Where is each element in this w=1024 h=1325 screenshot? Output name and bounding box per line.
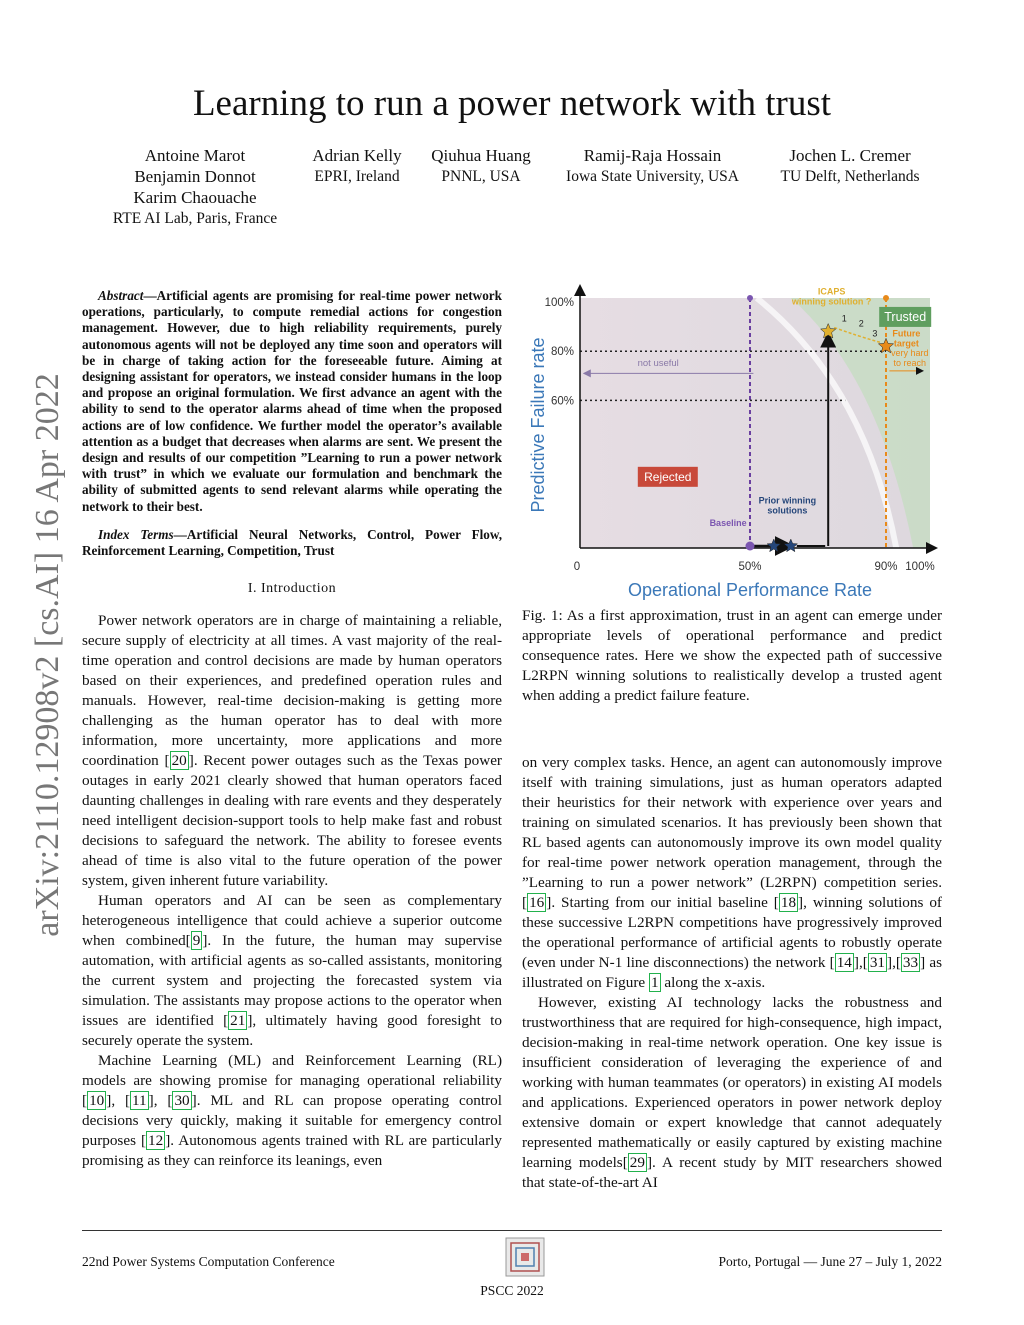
footer-divider <box>82 1230 942 1231</box>
author-name: Adrian Kelly <box>312 146 402 165</box>
x-axis-label: Operational Performance Rate <box>627 580 873 600</box>
paragraph: on very complex tasks. Hence, an agent can autonomously improve itself with training simulations, just as human operators adapted their heuristics for their network with experience over years and training on simulated scenarios. It has previously been shown that RL based agents can autonomously improve its own model quality for real-time power network operation management, through the ”Learning to run a power network” (L2RPN) competition series. [ 16 ]. Starting from our initial baseline [ 18 ], winning solutions of these successive L2RPN competitions have progressively improved the operational performance of artificial agents to robustly operate (even under N-1 line disconnections) the network [ 14 ],[ 31 ],[ 33 ] as illustrated on Figure 1 along the x-axis. <box>522 754 943 991</box>
annotation-very-hard: to reach <box>893 357 927 368</box>
path-step-label: 2 <box>858 318 864 329</box>
paragraph: However, existing AI technology lacks the robustness and trustworthiness that are required for high-consequence, high impact, decision-making in real-time network operation. One key issue is insufficient consideration of leveraging the experience of and working with human teammates (or operators) in existing AI models and applications. Experienced operators in power network deploy extensive domain or expert knowledge that cannot adequately represented mathematically or easily captured by existing machine learning models[ 29 ]. A recent study by MIT researchers showed that state-of-the-art AI <box>522 994 942 1191</box>
left-column <box>82 288 502 1171</box>
author-name: Jochen L. Cremer <box>789 146 911 165</box>
figure-caption: Fig. 1: As a first approximation, trust in an agent can emerge under appropriate levels of operational performance and predict consequence rates. Here we show the expected path of successive L2RPN winning solutions to realistically develop a trusted agent when adding a predict failure feature. <box>522 607 942 704</box>
paper-title: Learning to run a power network with trust <box>192 83 832 124</box>
author-affiliation: PNNL, USA <box>441 168 521 185</box>
annotation-prior-winning: solutions <box>767 505 808 516</box>
citation-link[interactable]: 16 <box>529 894 545 911</box>
trust-chart <box>522 280 947 610</box>
author-block-tudelft <box>760 145 940 187</box>
y-tick-label: 100% <box>544 297 574 309</box>
citation-link[interactable]: 20 <box>171 752 187 770</box>
footer-conference: 22nd Power Systems Computation Conference <box>82 1254 335 1269</box>
y-tick-label: 80% <box>550 346 574 359</box>
y-tick-label: 60% <box>550 395 574 408</box>
arxiv-stamp-text: arXiv:2110.12908v2 [cs.AI] 16 Apr 2022 <box>29 373 66 937</box>
index-terms-label: Index Terms <box>98 526 174 542</box>
citation-link[interactable]: 9 <box>192 932 201 950</box>
baseline-top-marker <box>747 295 753 301</box>
annotation-icaps: winning solution ? <box>791 296 872 307</box>
citation-link[interactable]: 11 <box>132 1092 147 1110</box>
paragraph: Human operators and AI can be seen as complementary heterogeneous intelligence that could achieve a superior outcome when combined[ 9 ]. In the future, the human may supervise automation, with artificial agents as so-called assistants, monitoring the current system and projecting the forecasted system via simulation. The assistants may propose actions to the operator when issues are identified [ 21 ], ultimately having good foresight to securely operate the system. <box>82 892 502 1050</box>
annotation-future-target: Future <box>892 328 921 339</box>
author-block-pnnl <box>420 145 542 187</box>
x-tick-label: 90% <box>874 561 898 573</box>
author-name: Benjamin Donnot <box>134 167 256 186</box>
citation-link[interactable]: 29 <box>629 1154 645 1171</box>
citation-link[interactable]: 10 <box>89 1092 105 1110</box>
annotation-not-useful: not useful <box>637 357 679 369</box>
citation-link[interactable]: 12 <box>148 1132 164 1150</box>
annotation-icaps: ICAPS <box>817 286 846 297</box>
paragraph: Machine Learning (ML) and Reinforcement Learning (RL) models are showing promise for managing operational reliability [ 10 ], [ 11 ], [ 30 ]. ML and RL can propose operating control decisions very quickly, making it suitable for emergency control purposes [ 12 ]. Autonomous agents trained with RL are particularly promising as they can reinforce its leanings, even <box>82 1052 502 1170</box>
section-heading-introduction: I. Introduction <box>247 581 337 597</box>
author-name: Antoine Marot <box>144 146 246 165</box>
x-tick-label: 50% <box>738 561 762 573</box>
author-affiliation: EPRI, Ireland <box>314 168 400 185</box>
pscc-logo-icon <box>505 1237 545 1277</box>
author-block-epri <box>297 145 417 187</box>
citation-link[interactable]: 33 <box>902 954 919 971</box>
author-block-iowa <box>550 145 755 187</box>
abstract-label: Abstract <box>98 288 144 303</box>
citation-link[interactable]: 30 <box>174 1092 190 1110</box>
index-terms: Index Terms—Artificial Neural Networks, Control, Power Flow, Reinforcement Learning, Competition, Trust <box>82 526 502 559</box>
author-name: Ramij-Raja Hossain <box>583 146 722 165</box>
target-top-marker <box>883 295 889 301</box>
baseline-point <box>746 542 755 551</box>
citation-link[interactable]: 18 <box>780 894 797 911</box>
figure-link[interactable]: 1 <box>650 974 659 991</box>
citation-link[interactable]: 31 <box>869 954 885 971</box>
y-axis-label: Predictive Failure rate <box>528 337 548 513</box>
annotation-prior-winning: Prior winning <box>758 495 817 506</box>
right-column <box>522 606 942 1193</box>
figure-1 <box>522 280 947 610</box>
author-block-rte <box>95 145 295 229</box>
x-tick-label: 0 <box>573 561 581 573</box>
abstract-text: Artificial agents are promising for real-time power network operations, particularly, to compute remedial actions for congestion management. However, due to high reliability requirements, purely autonomous agents will not be deployed any time soon and operators will be in charge of taking action for the foreseeable future. Aiming at designing assistant for operators, we instead consider humans in the loop and propose an original formulation. We first advance an agent with the ability to send to the operator alarms ahead of time when the proposed actions are of low confidence. We further model the operator’s available attention as a budget that decreases when alarms are sent. We present the design and results of our competition ”Learning to run a power network with trust” in which we evaluate our formulation and benchmark the ability of submitted agents to send relevant alarms while operating the network to their best. <box>82 288 502 514</box>
rejected-label: Rejected <box>644 469 692 484</box>
footer-pscc: PSCC 2022 <box>480 1283 544 1298</box>
author-affiliation: TU Delft, Netherlands <box>780 168 920 185</box>
path-step-label: 1 <box>841 313 847 324</box>
citation-link[interactable]: 14 <box>836 954 852 971</box>
paragraph: Power network operators are in charge of maintaining a reliable, secure supply of electricity at all times. A vast majority of the real-time operation and control decisions are made by human operators based on their experiences, and predefined operation rules and manuals. However, real-time decision-making is getting more challenging as the human operator has to deal with more information, more uncertainty, more applications and more coordination [ 20 ]. Recent power outages such as the Texas power outages in early 2021 clearly showed that human operators faced daunting challenges in dealing with rare events and they desperately need intelligent decision-support tools to help make fast and robust decisions to safeguard the network. The ability to foresee events ahead of time is also vital to the future operation of the power system, given inherent future variability. <box>82 612 502 890</box>
author-name: Karim Chaouache <box>133 188 257 207</box>
abstract: Abstract—Artificial agents are promising for real-time power network operations, particularly, to compute remedial actions for congestion management. However, due to high reliability requirements, purely autonomous agents will not be deployed any time soon and operators will be in charge of taking action for the foreseeable future. Aiming at designing assistant for operators, we instead consider humans in the loop and propose an original formulation. We first advance an agent with the ability to send to the operator alarms ahead of time when the proposed actions are of low confidence. We further model the operator’s available attention as a budget that decreases when alarms are sent. We present the design and results of our competition ”Learning to run a power network with trust” in which we evaluate our formulation and benchmark the ability of submitted agents to send relevant alarms while operating the network to their best. <box>82 288 502 514</box>
index-terms-text: Artificial Neural Networks, Control, Power Flow, Reinforcement Learning, Competition, Trust <box>82 526 502 559</box>
citation-link[interactable]: 21 <box>230 1012 246 1030</box>
annotation-very-hard: very hard <box>891 348 929 359</box>
annotation-future-target: target <box>893 338 919 349</box>
trusted-label: Trusted <box>884 309 927 324</box>
arxiv-stamp <box>18 360 78 950</box>
author-affiliation: Iowa State University, USA <box>566 168 739 185</box>
x-tick-label: 100% <box>905 561 935 573</box>
plot-background <box>580 298 930 548</box>
annotation-baseline: Baseline <box>709 517 747 528</box>
path-step-label: 3 <box>872 328 878 339</box>
footer-location-dates: Porto, Portugal — June 27 – July 1, 2022 <box>718 1254 942 1269</box>
author-name: Qiuhua Huang <box>431 146 531 165</box>
author-affiliation: RTE AI Lab, Paris, France <box>112 210 278 227</box>
